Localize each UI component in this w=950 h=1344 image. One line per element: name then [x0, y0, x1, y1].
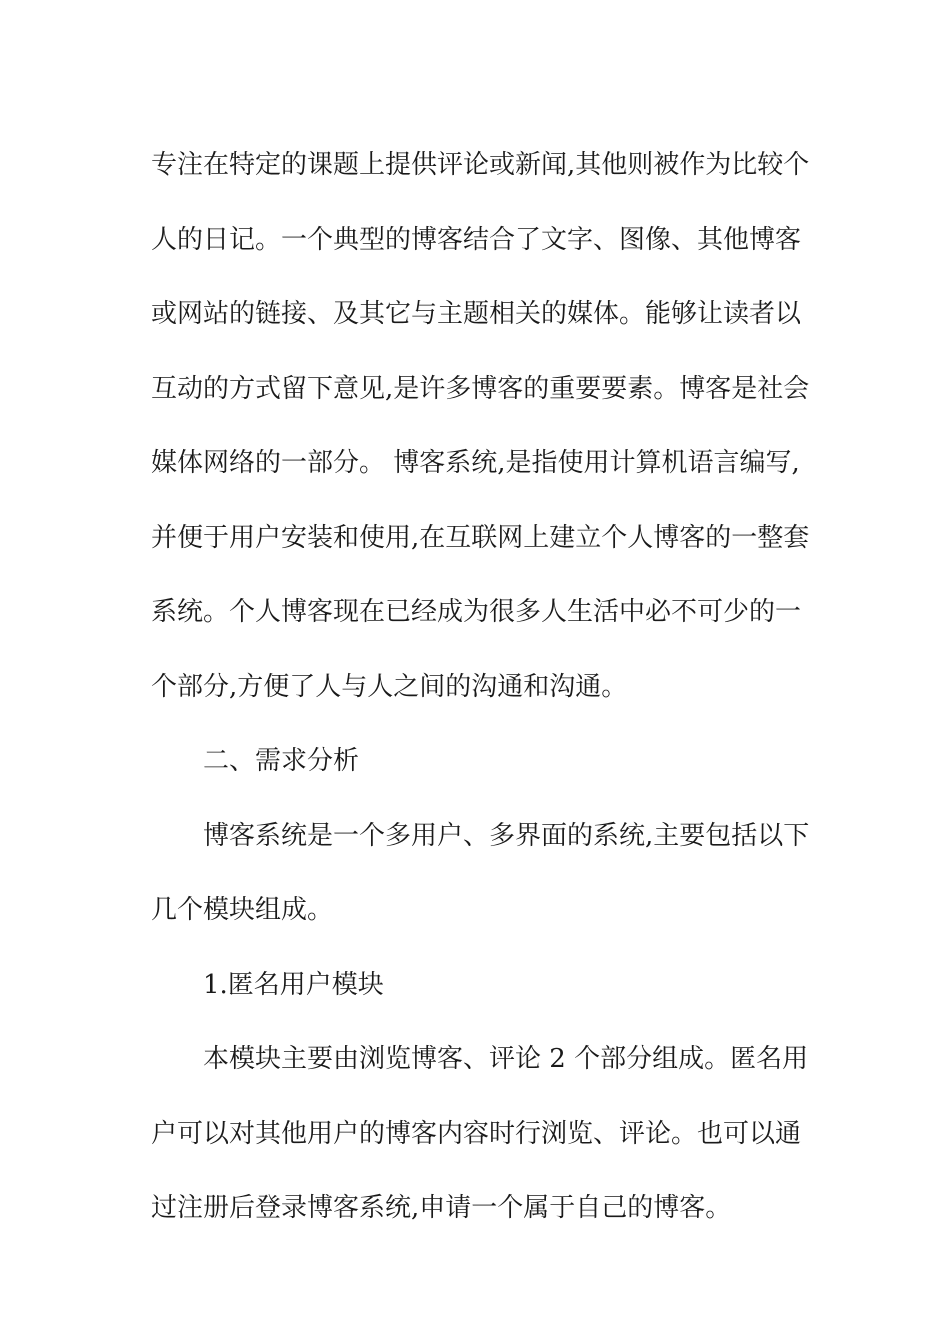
paragraph-line: 个部分,方便了人与人之间的沟通和沟通。 — [151, 671, 628, 702]
paragraph-line: 媒体网络的一部分。 博客系统,是指使用计算机语言编写, — [151, 448, 800, 478]
subsection-heading: 1.匿名用户模块 — [203, 969, 384, 1000]
paragraph-line: 几个模块组成。 — [151, 895, 334, 925]
paragraph-line: 博客系统是一个多用户、多界面的系统,主要包括以下 — [203, 820, 810, 851]
paragraph-line: 互动的方式留下意见,是许多博客的重要要素。博客是社会 — [151, 373, 810, 404]
paragraph-line: 专注在特定的课题上提供评论或新闻,其他则被作为比较个 — [151, 150, 810, 180]
paragraph-line: 户可以对其他用户的博客内容时行浏览、评论。也可以通 — [151, 1118, 802, 1149]
paragraph-line: 本模块主要由浏览博客、评论 2 个部分组成。匿名用 — [203, 1044, 809, 1074]
section-heading: 二、需求分析 — [203, 746, 360, 776]
paragraph-line: 或网站的链接、及其它与主题相关的媒体。能够让读者以 — [151, 299, 802, 329]
paragraph-line: 人的日记。一个典型的博客结合了文字、图像、其他博客 — [151, 224, 802, 255]
paragraph-line: 并便于用户安装和使用,在互联网上建立个人博客的一整套 — [151, 522, 810, 553]
document-body — [151, 128, 811, 1246]
paragraph-line: 系统。个人博客现在已经成为很多人生活中必不可少的一 — [151, 597, 802, 627]
paragraph-line: 过注册后登录博客系统,申请一个属于自己的博客。 — [151, 1193, 732, 1223]
